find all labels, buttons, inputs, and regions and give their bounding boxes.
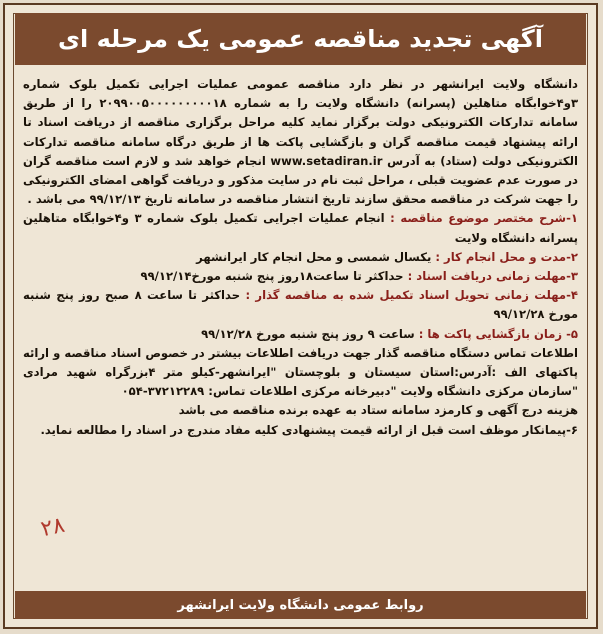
item-3-label: ۳-مهلت زمانی دریافت اسناد :: [407, 269, 578, 284]
item-2-label: ۲-مدت و محل انجام کار :: [435, 249, 578, 264]
fee-note: هزینه درج آگهی و کارمزد سامانه ستاد به عهده برنده مناقصه می باشد: [178, 403, 578, 418]
item-6: ۶-پیمانکار موظف است قبل از ارائه قیمت پیشنهادی کلیه مفاد مندرج در اسناد را مطالعه نماید.: [40, 422, 578, 437]
item-3-text: حداکثر تا ساعت۱۸روز پنج شنبه مورخ۹۹/۱۲/۱۴: [140, 269, 404, 284]
intro-paragraph: دانشگاه ولایت ایرانشهر در نظر دارد مناقصه عمومی عملیات اجرایی تکمیل بلوک شماره ۳و۴خوابگاه متاهلین (پسرانه) دانشگاه ولایت را به شماره ۲۰۹۹۰۰۵۰۰۰۰۰۰۰۰۰۱۸ را از طریق سامانه تداركات الكترونيكى دولت برگزار نمايد كليه مراحل برگزاری مناقصه از دريافت اسناد تا ارائه پیشنهاد قیمت مناقصه گران و بازگشایی پاکت ها از طریق درگاه سامانه مناقصه تداركات الكترونيكى دولت (ستاد) به آدرس www.setadiran.ir انجام خواهد شد و لازم است مناقصه گران در صورت عدم عضویت قبلی ، مراحل ثبت نام در سایت مذکور و دریافت گواهی امضای الکترونیکی را جهت شرکت در مناقصه محقق سازند تاریخ انتشار مناقصه در سامانه تاریخ ۹۹/۱۲/۱۳ می باشد .: [23, 77, 579, 207]
item-4-label: ۴-مهلت زمانی تحویل اسناد تکمیل شده به مناقصه گذار :: [245, 288, 578, 303]
item-3: [23, 267, 578, 286]
ad-title: آگهی تجدید مناقصه عمومی یک مرحله ای: [15, 13, 586, 65]
item-1-label: ۱-شرح مختصر موضوع مناقصه :: [390, 211, 578, 226]
item-2-text: یکسال شمسی و محل انجام کار ایرانشهر: [196, 249, 432, 264]
item-4: [23, 286, 578, 324]
ad-body: [23, 75, 578, 575]
item-5-label: ۵- زمان بازگشایی پاکت ها :: [418, 326, 578, 341]
ad-frame: [3, 3, 598, 629]
handwritten-number: ۲۸: [38, 512, 67, 543]
item-1-text: انجام عملیات اجرایی تکمیل بلوک شماره ۳ و۴خوابگاه متاهلین پسرانه دانشگاه ولایت: [23, 211, 578, 245]
item-5: [23, 325, 578, 344]
item-4-text: حداکثر تا ساعت ۸ صبح روز پنج شنبه مورخ ۹۹/۱۲/۲۸: [23, 288, 578, 322]
item-5-text: ساعت ۹ روز پنج شنبه مورخ ۹۹/۱۲/۲۸: [201, 326, 415, 341]
ad-footer: روابط عمومی دانشگاه ولایت ایرانشهر: [15, 591, 586, 619]
contact-paragraph: اطلاعات تماس دستگاه مناقصه گذار جهت دریافت اطلاعات بیشتر در خصوص اسناد مناقصه و ارائه پاکتهای الف :آدرس:استان سیستان و بلوچستان "ایرانشهر-کیلو متر ۴بزرگراه شهید مرادی "سازمان مرکزی دانشگاه ولایت "دبیرخانه مرکزی اطلاعات تماس: ۳۷۲۱۲۲۸۹-۰۵۴: [23, 345, 578, 399]
item-2: [23, 248, 578, 267]
item-1: [23, 209, 578, 247]
